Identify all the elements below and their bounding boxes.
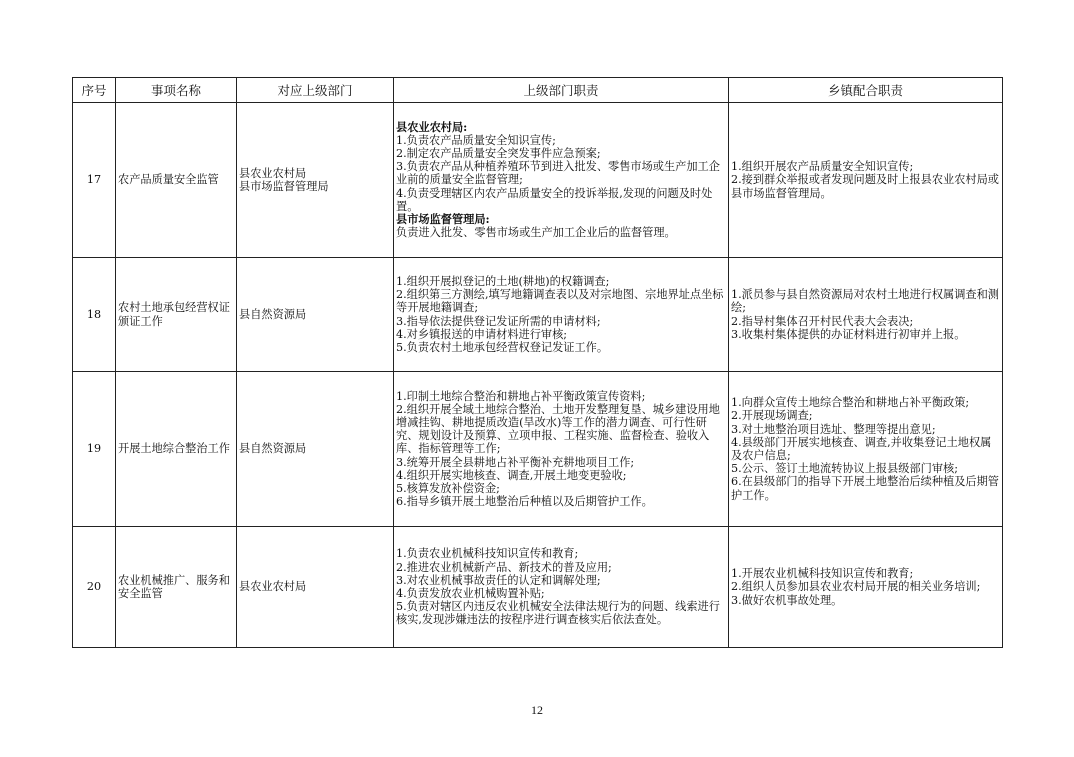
town-duties-cell [729, 258, 1003, 372]
duty-item: 1.负责农业机械科技知识宣传和教育; [396, 547, 579, 561]
row-number: 19 [73, 372, 116, 527]
department-name: 县自然资源局 [239, 307, 307, 321]
town-duty-item: 2.组织人员参加县农业农村局开展的相关业务培训; [731, 580, 981, 594]
department-cell [237, 103, 394, 258]
town-duty-item: 1.组织开展农产品质量安全知识宣传; [731, 160, 914, 174]
department-name: 县农业农村局 [239, 580, 307, 594]
table-row [73, 258, 1003, 372]
duty-item: 3.负责农产品从种植养殖环节到进入批发、零售市场或生产加工企业前的质量安全监督管理; [396, 160, 720, 187]
duty-item: 2.制定农产品质量安全突发事件应急预案; [396, 146, 601, 160]
town-duty-item: 1.开展农业机械科技知识宣传和教育; [731, 567, 914, 581]
duty-item: 3.指导依法提供登记发证所需的申请材料; [396, 314, 601, 328]
item-name: 农业机械推广、服务和安全监管 [116, 527, 237, 648]
department-cell [237, 527, 394, 648]
table-row [73, 527, 1003, 648]
town-duty-item: 1.向群众宣传土地综合整治和耕地占补平衡政策; [731, 396, 970, 410]
duty-item: 4.对乡镇报送的申请材料进行审核; [396, 327, 568, 341]
town-duty-item: 1.派员参与县自然资源局对农村土地进行权属调查和测绘; [731, 288, 999, 315]
town-duty-item: 5.公示、签订土地流转协议上报县级部门审核; [731, 462, 959, 476]
duty-item: 1.负责农产品质量安全知识宣传; [396, 133, 556, 147]
page-number: 12 [531, 703, 543, 717]
table-row [73, 372, 1003, 527]
row-number: 20 [73, 527, 116, 648]
header-upper-duties: 上级部门职责 [394, 78, 729, 103]
header-row [73, 78, 1003, 103]
item-name: 开展土地综合整治工作 [116, 372, 237, 527]
upper-duties-cell [394, 527, 729, 648]
duty-item: 负责进入批发、零售市场或生产加工企业后的监督管理。 [396, 226, 676, 240]
upper-duties-cell [394, 258, 729, 372]
department-cell [237, 372, 394, 527]
table-row [73, 103, 1003, 258]
department-name: 县农业农村局 [239, 166, 307, 180]
department-cell [237, 258, 394, 372]
duty-item: 2.推进农业机械新产品、新技术的普及应用; [396, 560, 612, 574]
header-department: 对应上级部门 [237, 78, 394, 103]
town-duty-item: 3.对土地整治项目选址、整理等提出意见; [731, 422, 936, 436]
duty-subheading: 县市场监督管理局: [396, 212, 490, 226]
duty-item: 4.负责受理辖区内农产品质量安全的投诉举报,发现的问题及时处置。 [396, 186, 713, 213]
town-duties-cell [729, 372, 1003, 527]
town-duties-cell [729, 527, 1003, 648]
duty-item: 1.印制土地综合整治和耕地占补平衡政策宣传资料; [396, 389, 646, 403]
department-name: 县市场监督管理局 [239, 180, 329, 193]
duty-item: 1.组织开展拟登记的土地(耕地)的权籍调查; [396, 274, 610, 288]
town-duty-item: 4.县级部门开展实地核查、调查,并收集登记土地权属及农户信息; [731, 435, 992, 462]
duty-item: 5.负责农村土地承包经营权登记发证工作。 [396, 340, 609, 354]
town-duties-cell [729, 103, 1003, 258]
duty-item: 6.指导乡镇开展土地整治后种植以及后期管护工作。 [396, 495, 653, 509]
duty-item: 4.负责发放农业机械购置补贴; [396, 587, 545, 600]
row-number: 18 [73, 258, 116, 372]
town-duty-item: 3.做好农机事故处理。 [731, 593, 843, 607]
row-number: 17 [73, 103, 116, 258]
duty-item: 2.组织开展全域土地综合整治、土地开发整理复垦、城乡建设用地增减挂钩、耕地提质改造(旱改水)等工作的潜力调查、可行性研究、规划设计及预算、立项申报、工程实施、监督检查、验收入库、指标管理等工作; [396, 402, 720, 456]
town-duty-item: 2.开展现场调查; [731, 409, 813, 423]
duty-subheading: 县农业农村局: [396, 119, 468, 134]
town-duty-item: 3.收集村集体提供的办证材料进行初审并上报。 [731, 327, 966, 341]
duty-item: 2.组织第三方测绘,填写地籍调查表以及对宗地图、宗地界址点坐标等开展地籍调查; [396, 288, 724, 315]
header-town-duties: 乡镇配合职责 [729, 78, 1003, 103]
duty-table [72, 77, 1003, 648]
item-name: 农产品质量安全监管 [116, 103, 237, 258]
town-duty-item: 2.指导村集体召开村民代表大会表决; [731, 314, 914, 328]
item-name: 农村土地承包经营权证颁证工作 [116, 258, 237, 372]
duty-item: 5.核算发放补偿资金; [396, 482, 500, 495]
upper-duties-cell [394, 372, 729, 527]
duty-item: 4.组织开展实地核查、调查,开展土地变更验收; [396, 468, 627, 482]
duty-item: 5.负责对辖区内违反农业机械安全法律法规行为的问题、线索进行核实,发现涉嫌违法的按程序进行调查核实后依法查处。 [396, 600, 720, 627]
duty-item: 3.统筹开展全县耕地占补平衡补充耕地项目工作; [396, 455, 635, 469]
header-no: 序号 [73, 78, 116, 103]
header-item-name: 事项名称 [116, 78, 237, 103]
duty-item: 3.对农业机械事故责任的认定和调解处理; [396, 573, 601, 587]
town-duty-item: 6.在县级部门的指导下开展土地整治后续种植及后期管护工作。 [731, 475, 999, 502]
town-duty-item: 2.接到群众举报或者发现问题及时上报县农业农村局或县市场监督管理局。 [731, 173, 999, 200]
department-name: 县自然资源局 [239, 442, 307, 456]
upper-duties-cell [394, 103, 729, 258]
